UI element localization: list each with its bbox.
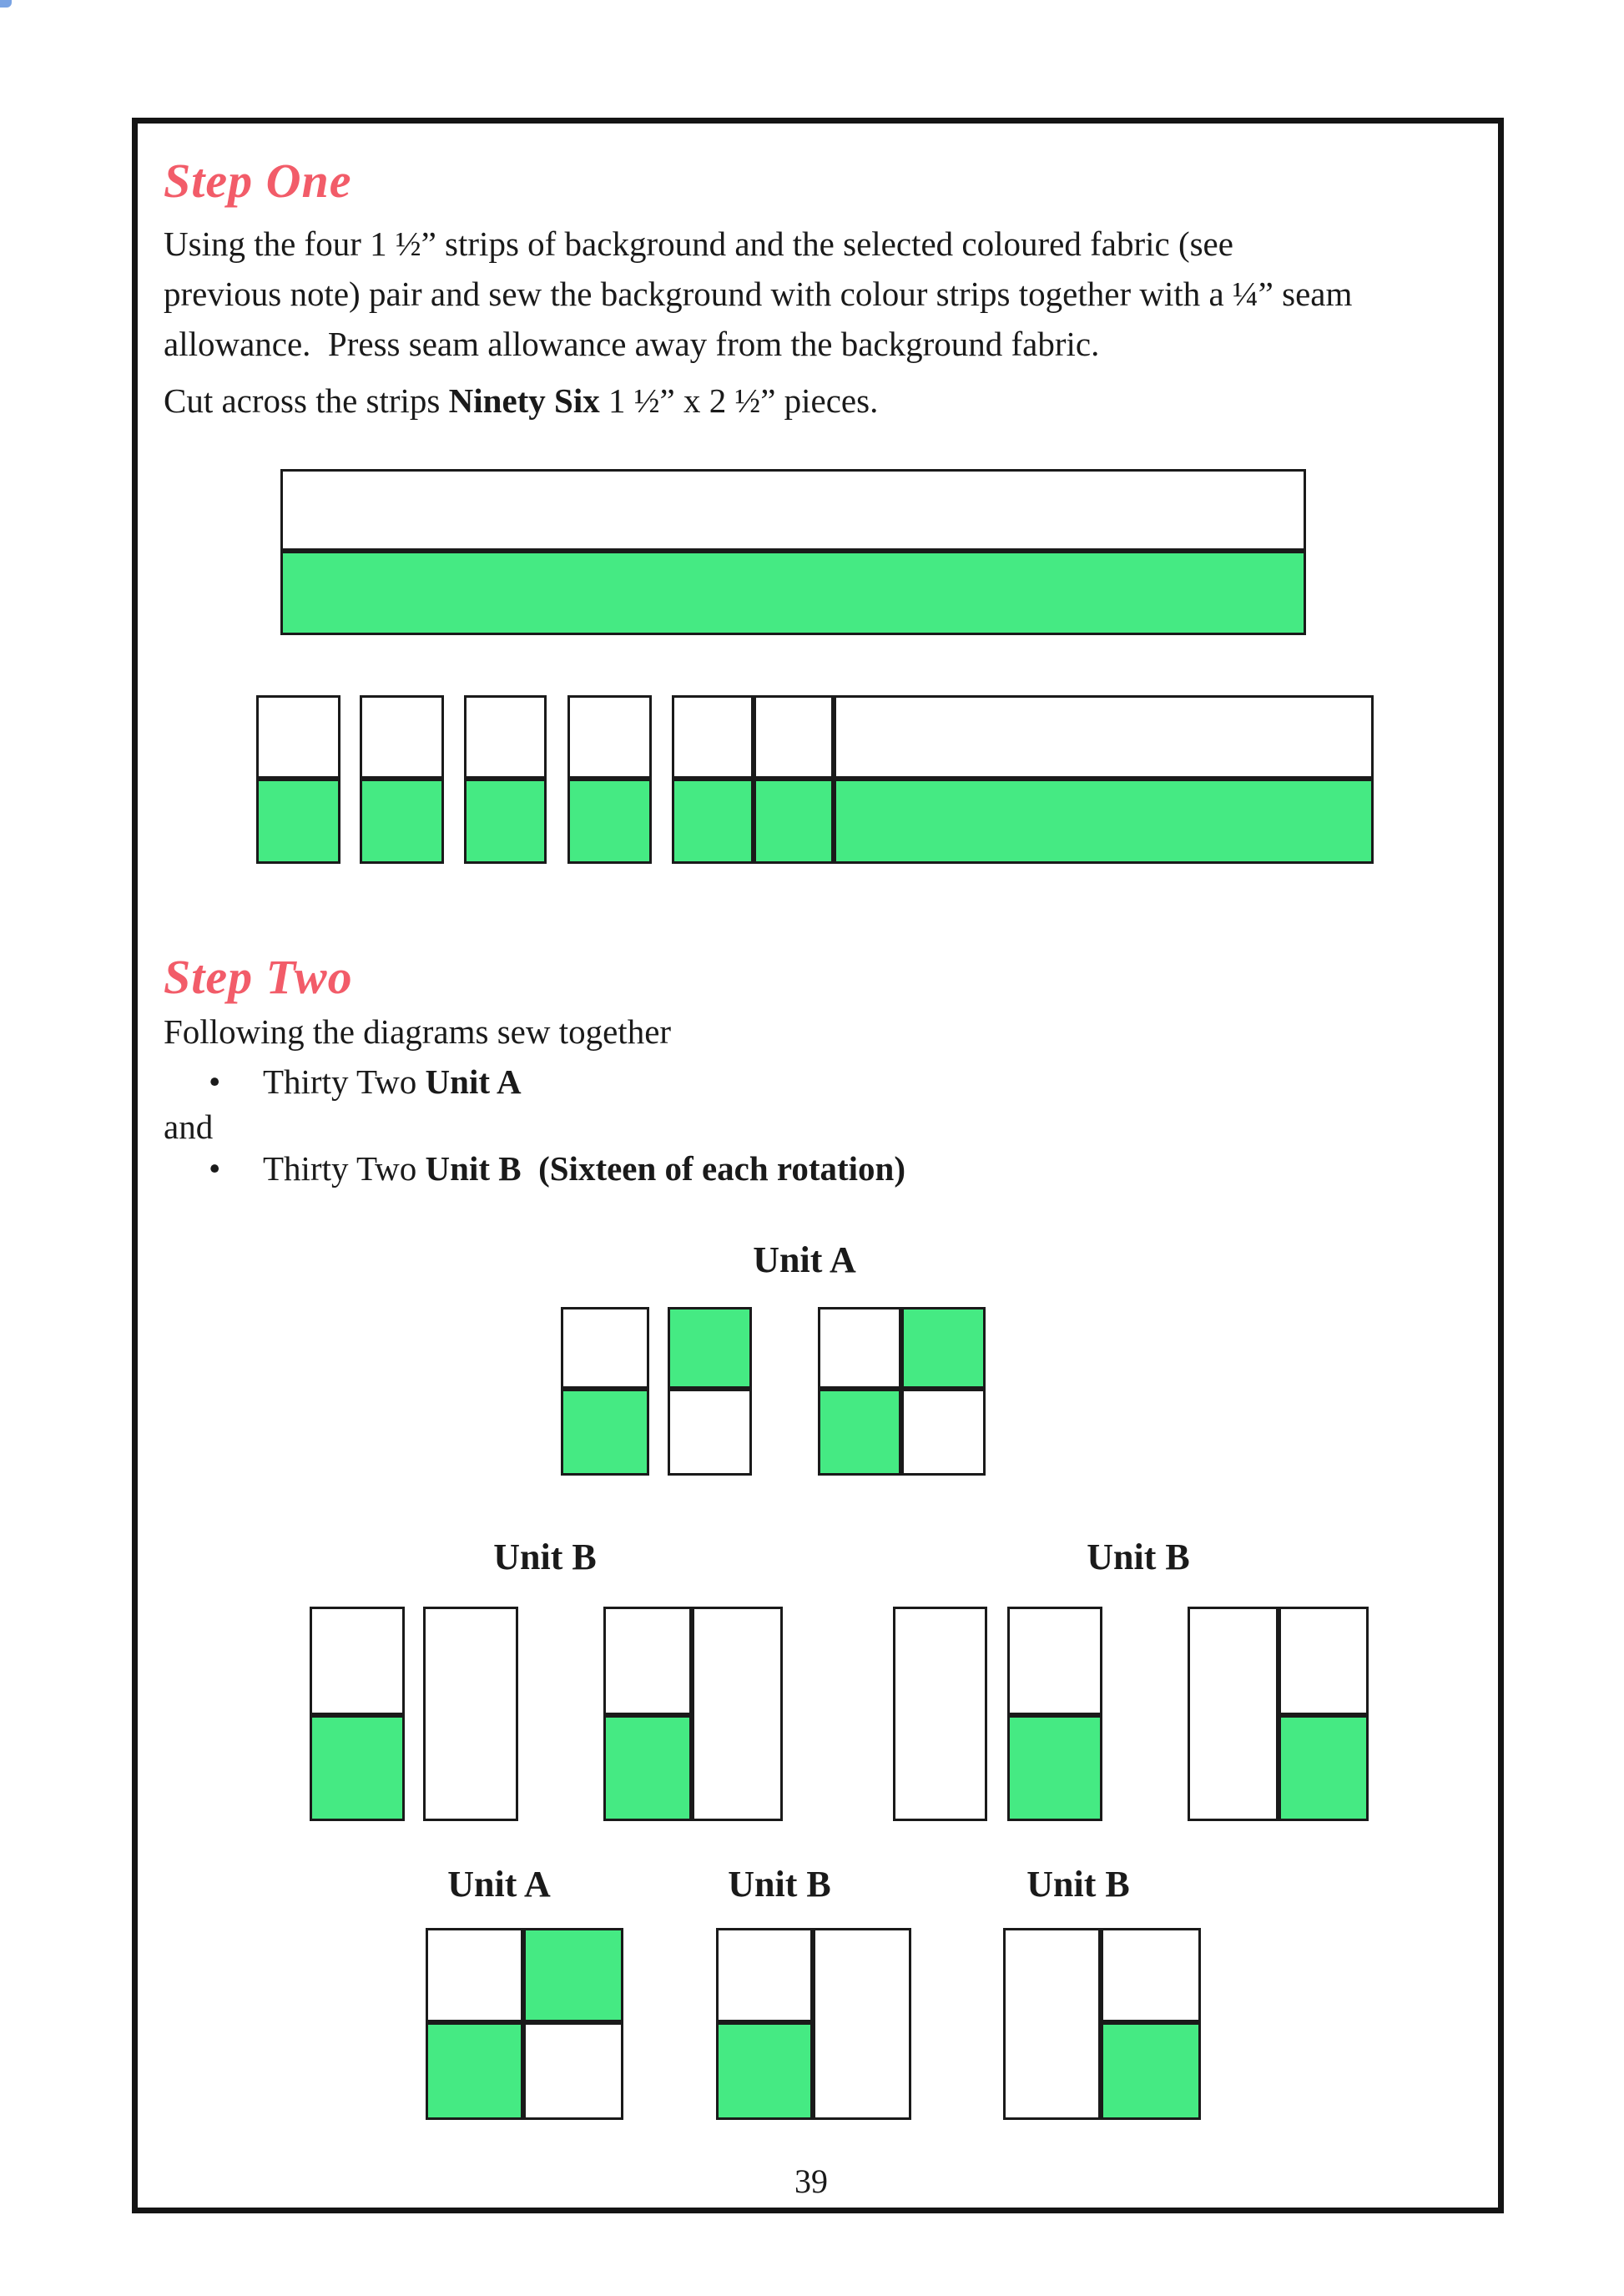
unit-b1-piece2	[423, 1607, 518, 1821]
unit-b-bottom-mid-label: Unit B	[728, 1864, 831, 1905]
unit-b2-piece1	[893, 1607, 987, 1821]
unit-a-bottom-label: Unit A	[447, 1864, 551, 1905]
unit-b2-joined-left	[1188, 1607, 1279, 1821]
bullet-unit-a-name: Unit A	[425, 1062, 522, 1101]
bullet-unit-b-note: (Sixteen of each rotation)	[521, 1149, 906, 1188]
unit-b-bottom-right-label: Unit B	[1026, 1864, 1130, 1905]
unit-b-final1-right	[813, 1928, 911, 2120]
cut-piece-1-bottom	[256, 779, 340, 864]
unit-a-joined-tr	[901, 1307, 986, 1389]
step-one-paragraph-line-3: allowance. Press seam allowance away from the background fabric.	[164, 325, 1100, 363]
bullet-icon: •	[209, 1149, 221, 1188]
step-one-paragraph-line-2: previous note) pair and sew the background with colour strips together with a ¼” seam	[164, 275, 1353, 313]
unit-b-final2-right-bottom	[1101, 2022, 1201, 2120]
cut-piece-6-top	[754, 695, 834, 779]
bullet-icon: •	[209, 1062, 221, 1101]
unit-a-piece1-top	[561, 1307, 649, 1389]
step-two-intro: Following the diagrams sew together	[164, 1012, 672, 1051]
sewn-strip-colour	[280, 551, 1306, 635]
unit-a-final-tl	[426, 1928, 523, 2022]
browser-corner-artifact	[0, 0, 12, 8]
strip-remainder-bottom	[834, 779, 1374, 864]
unit-b-final2-right-top	[1101, 1928, 1201, 2022]
unit-b-final2-left	[1003, 1928, 1101, 2120]
cut-instruction-suffix: 1 ½” x 2 ½” pieces.	[599, 381, 879, 420]
unit-a-final-bl	[426, 2022, 523, 2120]
unit-b-final1-left-top	[716, 1928, 813, 2022]
bullet-item-unit-b	[263, 1143, 905, 1193]
bullet-unit-b-name: Unit B	[425, 1149, 522, 1188]
cut-piece-3-top	[464, 695, 547, 779]
unit-a-top-label: Unit A	[753, 1239, 856, 1280]
cut-piece-6-bottom	[754, 779, 834, 864]
cut-piece-2-bottom	[360, 779, 444, 864]
cut-piece-1-top	[256, 695, 340, 779]
cut-piece-5-bottom	[672, 779, 754, 864]
unit-a-joined-br	[901, 1389, 986, 1476]
strip-remainder-top	[834, 695, 1374, 779]
unit-a-joined-bl	[818, 1389, 901, 1476]
unit-a-piece1-bottom	[561, 1389, 649, 1476]
unit-b2-piece2-bottom	[1007, 1715, 1102, 1821]
bullet-item-unit-a	[263, 1057, 522, 1107]
cut-piece-4-top	[567, 695, 652, 779]
cut-instruction-prefix: Cut across the strips	[164, 381, 449, 420]
cut-piece-2-top	[360, 695, 444, 779]
cut-piece-5-top	[672, 695, 754, 779]
bullet-unit-b-prefix: Thirty Two	[263, 1149, 426, 1188]
unit-a-piece2-bottom	[668, 1389, 752, 1476]
unit-b1-joined-right	[692, 1607, 783, 1821]
cut-instruction	[164, 376, 878, 426]
unit-b-final1-left-bottom	[716, 2022, 813, 2120]
unit-b2-joined-right-bottom	[1279, 1715, 1369, 1821]
unit-b1-piece1-bottom	[310, 1715, 405, 1821]
cut-piece-3-bottom	[464, 779, 547, 864]
cut-instruction-quantity: Ninety Six	[448, 381, 600, 420]
unit-a-final-br	[523, 2022, 623, 2120]
page-number: 39	[794, 2162, 828, 2200]
step-one-paragraph-line-1: Using the four 1 ½” strips of background and the selected coloured fabric (see	[164, 225, 1233, 263]
unit-b-top-right-label: Unit B	[1087, 1537, 1190, 1577]
step-two-heading: Step Two	[164, 950, 353, 1004]
unit-b1-joined-left-top	[603, 1607, 692, 1715]
unit-b-top-left-label: Unit B	[493, 1537, 597, 1577]
unit-a-joined-tl	[818, 1307, 901, 1389]
unit-a-piece2-top	[668, 1307, 752, 1389]
unit-b2-piece2-top	[1007, 1607, 1102, 1715]
bullet-unit-a-prefix: Thirty Two	[263, 1062, 426, 1101]
cut-piece-4-bottom	[567, 779, 652, 864]
step-one-heading: Step One	[164, 154, 352, 208]
unit-b1-joined-left-bottom	[603, 1715, 692, 1821]
sewn-strip-background	[280, 469, 1306, 551]
unit-b1-piece1-top	[310, 1607, 405, 1715]
unit-a-final-tr	[523, 1928, 623, 2022]
unit-b2-joined-right-top	[1279, 1607, 1369, 1715]
and-label: and	[164, 1108, 214, 1146]
